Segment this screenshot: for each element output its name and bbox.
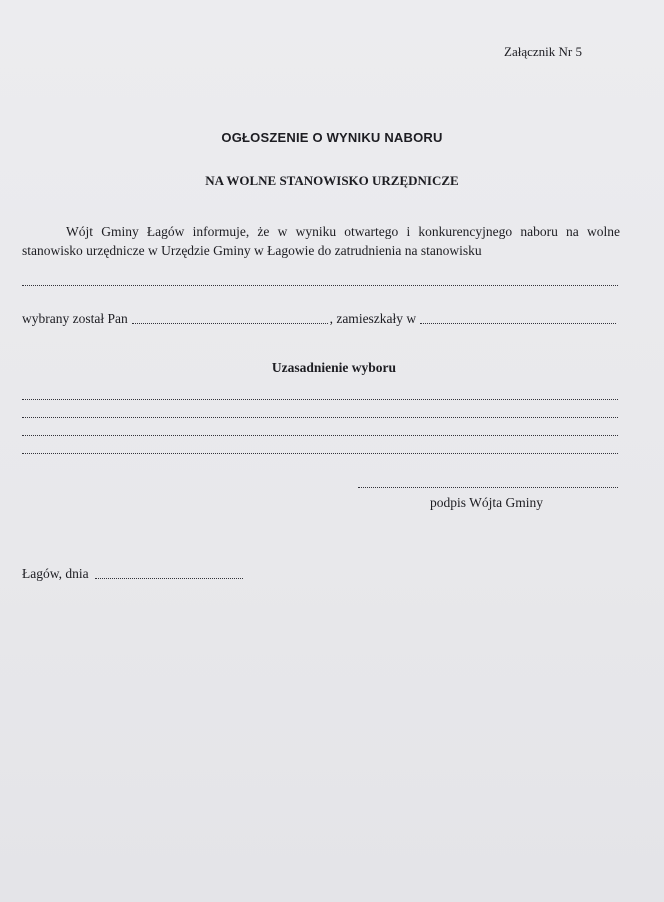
announcement-paragraph: Wójt Gminy Łagów informuje, że w wyniku otwartego i konkurencyjnego naboru na wolne stanowisko urzędnicze w Urzędzie Gminy w Łagowie do zatrudnienia na stanowisku: [22, 224, 620, 258]
signature-fill-line: [358, 487, 618, 488]
justification-line: [22, 399, 618, 400]
date-fill-line: [95, 578, 243, 579]
residence-label: , zamieszkały w: [329, 311, 417, 326]
date-label: Łagów, dnia: [22, 566, 89, 581]
justification-line: [22, 435, 618, 436]
document-title: OGŁOSZENIE O WYNIKU NABORU: [221, 130, 443, 145]
selected-label: wybrany został Pan: [22, 311, 128, 326]
justification-heading: Uzasadnienie wyboru: [271, 360, 397, 375]
attachment-label: Załącznik Nr 5: [504, 44, 582, 59]
residence-fill-line: [420, 323, 616, 324]
selected-candidate-row: [22, 311, 618, 327]
signature-label: podpis Wójta Gminy: [430, 495, 543, 510]
date-row: [22, 566, 243, 582]
justification-line: [22, 453, 618, 454]
justification-line: [22, 417, 618, 418]
candidate-name-fill-line: [132, 323, 328, 324]
position-fill-line: [22, 285, 618, 286]
document-subtitle: NA WOLNE STANOWISKO URZĘDNICZE: [205, 173, 459, 188]
